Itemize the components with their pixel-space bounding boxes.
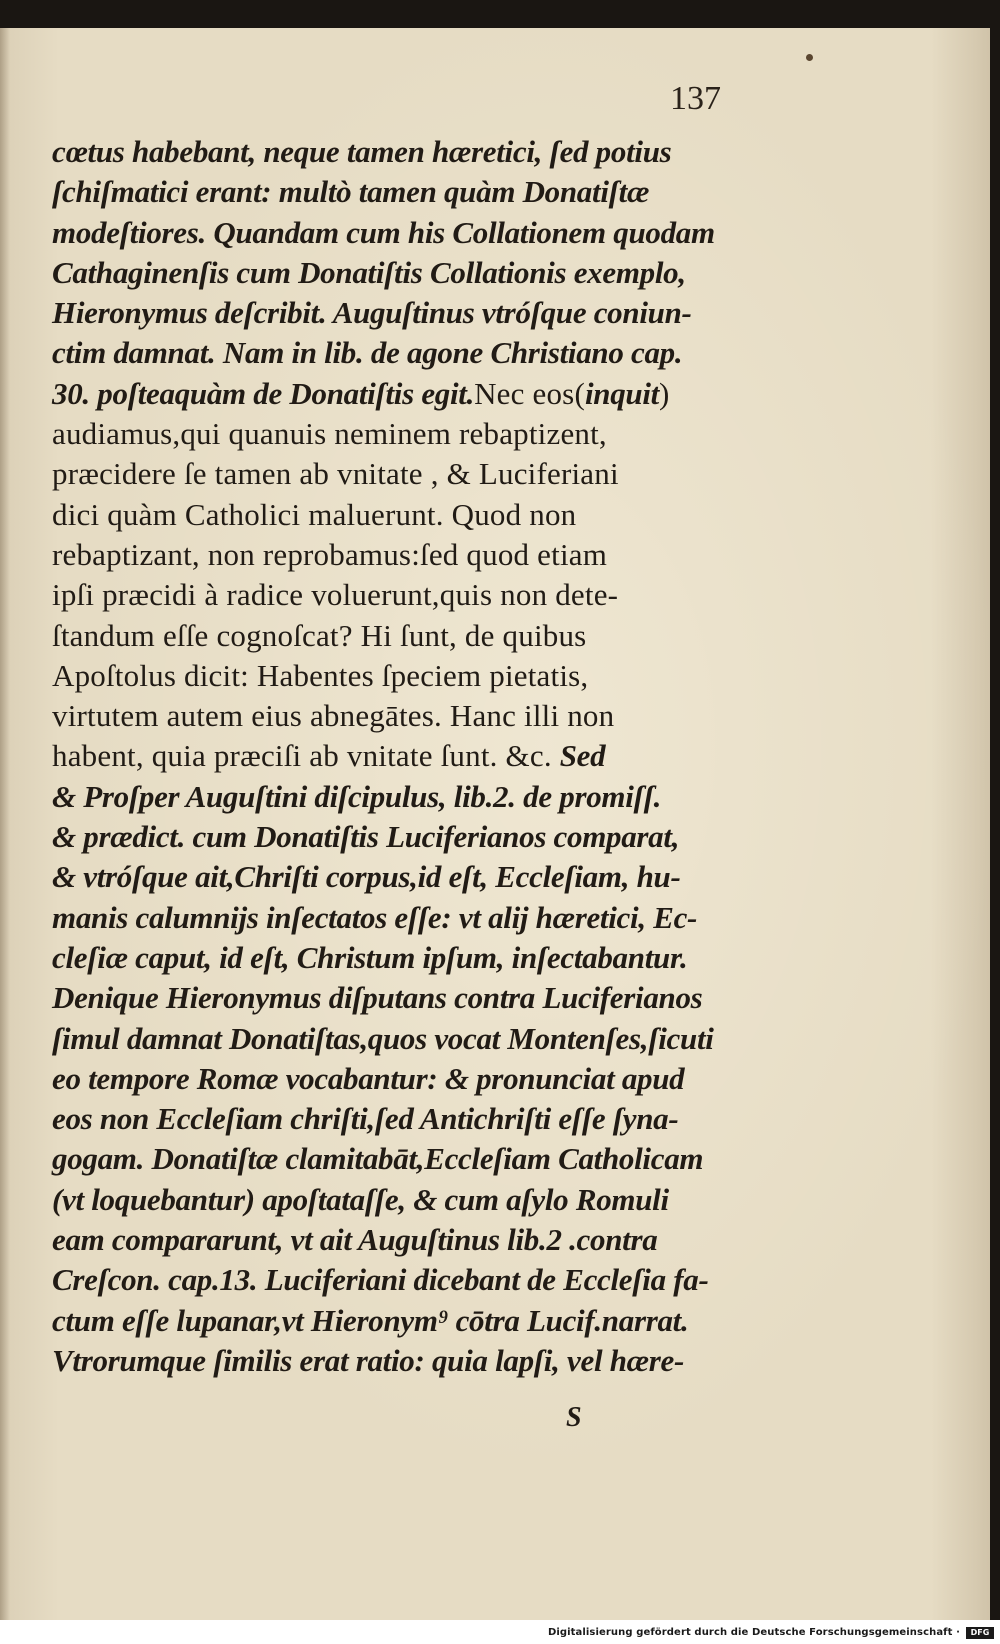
text-line — [52, 1099, 678, 1139]
text-line — [52, 535, 607, 575]
text-line — [52, 575, 618, 615]
text-line — [52, 1341, 684, 1381]
book-page — [0, 28, 990, 1620]
text-line — [52, 616, 586, 656]
text-line — [52, 1260, 709, 1300]
roman-text: virtutem autem eius abnegātes. Hanc illi non — [52, 698, 615, 734]
text-line — [52, 1220, 657, 1260]
roman-text: dici quàm Catholici maluerunt. Quod non — [52, 496, 577, 532]
italic-text: ſchiſmatici erant: multò tamen quàm Donatiſtæ — [52, 174, 650, 210]
text-line — [52, 777, 661, 817]
text-line — [52, 1139, 703, 1179]
text-line — [52, 1301, 688, 1341]
catchword: S — [566, 1402, 582, 1433]
roman-text: Nec eos( — [474, 375, 585, 411]
text-line — [52, 1180, 669, 1220]
text-line — [52, 333, 682, 373]
italic-text: ctum eſſe lupanar,vt Hieronym⁹ cōtra Lucif.narrat. — [52, 1302, 689, 1338]
dfg-logo-icon: DFG — [966, 1627, 994, 1639]
text-line — [52, 1019, 714, 1059]
paper-stain — [806, 54, 813, 61]
text-line — [52, 1059, 684, 1099]
italic-text: Denique Hieronymus diſputans contra Luciferianos — [52, 980, 703, 1016]
text-line — [52, 857, 681, 897]
text-line — [52, 656, 588, 696]
text-line — [52, 414, 607, 454]
text-line — [52, 172, 649, 212]
italic-text: & Proſper Auguſtini diſcipulus, lib.2. de promiſſ. — [52, 778, 662, 814]
page-number: 137 — [670, 80, 721, 117]
italic-text: modeſtiores. Quandam cum his Collationem quodam — [52, 214, 715, 250]
roman-text: habent, quia præciſi ab vnitate ſunt. &c. — [52, 738, 560, 774]
italic-text: (vt loquebantur) apoſtataſſe, & cum aſylo Romuli — [52, 1181, 669, 1217]
italic-text: 30. poſteaquàm de Donatiſtis egit. — [52, 375, 475, 411]
text-line — [52, 253, 686, 293]
italic-text: eo tempore Romæ vocabantur: & pronunciat apud — [52, 1060, 685, 1096]
text-line — [52, 293, 692, 333]
italic-text: manis calumnijs inſectatos eſſe: vt alij hæretici, Ec- — [52, 899, 698, 935]
italic-text: Hieronymus deſcribit. Auguſtinus vtróſque coniun- — [52, 295, 692, 331]
text-line — [52, 132, 671, 172]
italic-text: eam compararunt, vt ait Auguſtinus lib.2 .contra — [52, 1222, 658, 1258]
italic-text: & prædict. cum Donatiſtis Luciferianos comparat, — [52, 819, 680, 855]
text-line — [52, 495, 576, 535]
italic-text: eos non Eccleſiam chriſti,ſed Antichriſti eſſe ſyna- — [52, 1101, 679, 1137]
italic-text: Creſcon. cap.13. Luciferiani dicebant de Eccleſia fa- — [52, 1262, 709, 1298]
italic-text: & vtróſque ait,Chriſti corpus,id eſt, Eccleſiam, hu- — [52, 859, 681, 895]
italic-text: Sed — [559, 738, 606, 774]
text-line — [52, 898, 697, 938]
roman-text: audiamus,qui quanuis neminem rebaptizent, — [52, 416, 607, 452]
roman-text: rebaptizant, non reprobamus:ſed quod etiam — [52, 536, 608, 572]
italic-text: inquit — [584, 375, 659, 411]
italic-text: cœtus habebant, neque tamen hæretici, ſed potius — [52, 134, 672, 169]
text-line — [52, 374, 670, 414]
roman-text: Apoſtolus dicit: Habentes ſpeciem pietatis, — [52, 657, 589, 693]
roman-text: ) — [659, 375, 670, 411]
italic-text: Vtrorumque ſimilis erat ratio: quia lapſi, vel hære- — [52, 1342, 684, 1378]
text-block — [52, 132, 720, 1381]
italic-text: ſimul damnat Donatiſtas,quos vocat Montenſes,ſicuti — [52, 1020, 714, 1056]
text-line — [52, 213, 715, 253]
text-line — [52, 454, 619, 494]
italic-text: cleſiæ caput, id eſt, Christum ipſum, inſectabantur. — [52, 939, 688, 975]
roman-text: ipſi præcidi à radice voluerunt,quis non dete- — [52, 577, 619, 613]
text-line — [52, 978, 702, 1018]
italic-text: ctim damnat. Nam in lib. de agone Christiano cap. — [52, 335, 683, 371]
text-line — [52, 736, 605, 776]
italic-text: Cathaginenſis cum Donatiſtis Collationis exemplo, — [52, 254, 686, 290]
italic-text: gogam. Donatiſtæ clamitabāt,Eccleſiam Catholicam — [52, 1141, 704, 1177]
text-line — [52, 696, 614, 736]
roman-text: ſtandum eſſe cognoſcat? Hi ſunt, de quibus — [52, 617, 587, 653]
roman-text: præcidere ſe tamen ab vnitate , & Luciferiani — [52, 456, 619, 492]
dfg-credit: Digitalisierung gefördert durch die Deutsche Forschungsgemeinschaft · — [547, 1627, 960, 1638]
page-gutter-shadow — [0, 28, 10, 1620]
text-line — [52, 938, 687, 978]
text-line — [52, 817, 679, 857]
